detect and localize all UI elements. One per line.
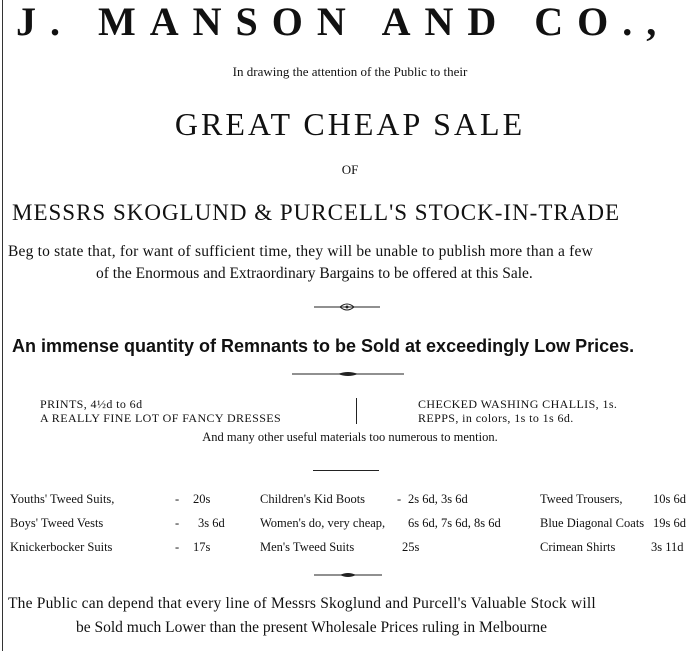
price-value: 19s 6d (653, 516, 686, 530)
many-other-line: And many other useful materials too numerous to mention. (202, 430, 498, 444)
of-word: OF (341, 162, 359, 177)
masthead: J. MANSON AND CO., (16, 0, 671, 44)
price-item: Knickerbocker Suits (10, 540, 113, 554)
stock-title: MESSRS SKOGLUND & PURCELL'S STOCK-IN-TRADE (12, 200, 621, 225)
price-item: Blue Diagonal Coats (540, 516, 645, 530)
closing-line-1: The Public can depend that every line of Messrs Skoglund and Purcell's Valuable Stock will (8, 595, 596, 612)
price-item: Women's do, very cheap, (260, 516, 386, 530)
price-value: 17s (193, 540, 211, 554)
flourish-ornament-1 (312, 300, 382, 314)
intro-line: In drawing the attention of the Public to their (232, 64, 468, 79)
price-value: 2s 6d, 3s 6d (408, 492, 468, 506)
price-dash: - (175, 540, 180, 554)
price-dash: - (397, 492, 402, 506)
price-value: 10s 6d (653, 492, 686, 506)
left-item-prints: PRINTS, 4½d to 6d (40, 397, 143, 411)
price-dash: - (175, 516, 180, 530)
beg-line-2: of the Enormous and Extraordinary Bargains to be offered at this Sale. (96, 265, 533, 282)
right-item-challis: CHECKED WASHING CHALLIS, 1s. (418, 397, 618, 411)
column-divider (356, 398, 357, 424)
closing-line-2: be Sold much Lower than the present Wholesale Prices ruling in Melbourne (76, 619, 548, 636)
sale-title: GREAT CHEAP SALE (174, 106, 526, 142)
short-rule (313, 470, 379, 471)
beg-line-1: Beg to state that, for want of sufficient time, they will be unable to publish more than a few (8, 243, 593, 260)
remnants-headline: An immense quantity of Remnants to be Sold at exceedingly Low Prices. (12, 336, 635, 356)
right-item-repps: REPPS, in colors, 1s to 1s 6d. (418, 411, 574, 425)
price-item: Crimean Shirts (540, 540, 616, 554)
left-item-fancy-dresses: A REALLY FINE LOT OF FANCY DRESSES (40, 411, 282, 425)
price-value: 3s 6d (198, 516, 225, 530)
flourish-ornament-2 (290, 368, 406, 380)
price-value: 20s (193, 492, 211, 506)
price-item: Children's Kid Boots (260, 492, 366, 506)
price-item: Youths' Tweed Suits, (10, 492, 115, 506)
price-item: Boys' Tweed Vests (10, 516, 104, 530)
price-item: Tweed Trousers, (540, 492, 623, 506)
price-value: 25s (402, 540, 420, 554)
price-value: 6s 6d, 7s 6d, 8s 6d (408, 516, 501, 530)
price-dash: - (175, 492, 180, 506)
left-column-rule (2, 0, 3, 651)
price-value: 3s 11d (651, 540, 684, 554)
price-item: Men's Tweed Suits (260, 540, 355, 554)
flourish-ornament-3 (312, 569, 384, 581)
